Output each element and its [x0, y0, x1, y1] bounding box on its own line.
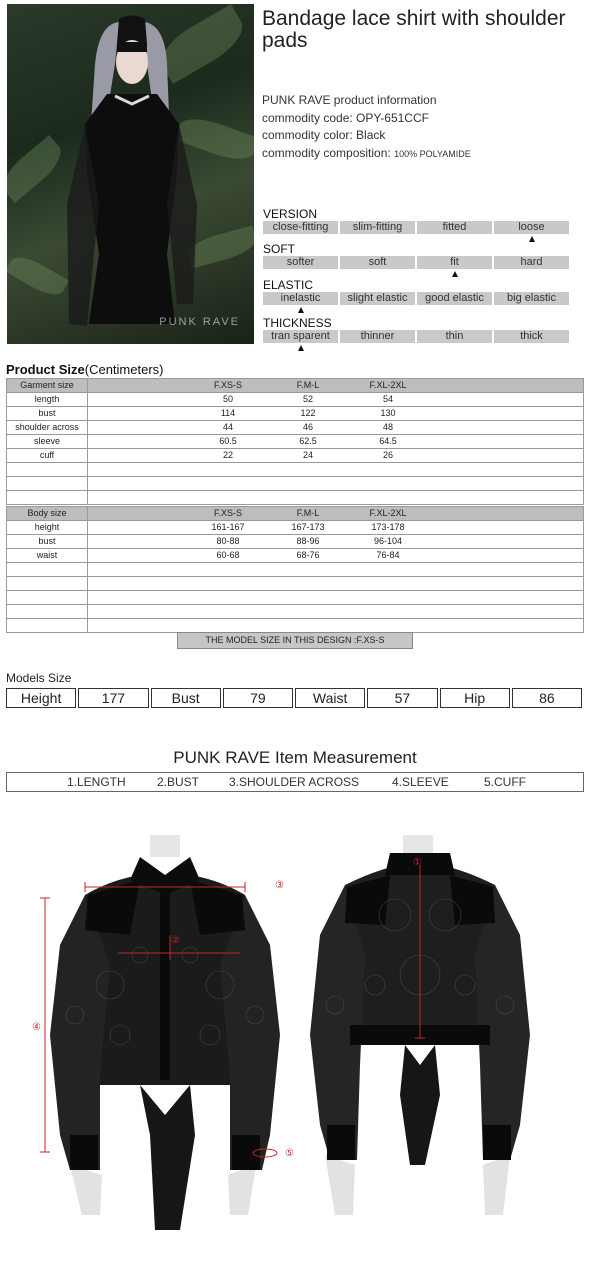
row-label: shoulder across — [7, 421, 88, 435]
measurement-item: 3.SHOULDER ACROSS — [229, 775, 360, 789]
table-header-sizes — [88, 379, 584, 393]
product-title: Bandage lace shirt with shoulder pads — [262, 7, 566, 52]
model-size-note: THE MODEL SIZE IN THIS DESIGN :F.XS-S — [177, 632, 413, 649]
measurement-title: PUNK RAVE Item Measurement — [173, 748, 417, 767]
table-row — [7, 407, 584, 421]
attr-option: hard — [494, 256, 569, 269]
measurement-legend — [6, 772, 584, 792]
row-value: 88-96 — [296, 536, 320, 546]
empty-row — [7, 491, 584, 505]
empty-row — [7, 605, 584, 619]
row-label: waist — [7, 549, 88, 563]
row-value: 26 — [382, 450, 393, 460]
attr-option: fit — [417, 256, 492, 269]
attr-option: good elastic — [417, 292, 492, 305]
photo-watermark: PUNK RAVE — [159, 316, 240, 328]
attr-option: big elastic — [494, 292, 569, 305]
attr-selected-marker — [298, 307, 304, 313]
attr-option: thick — [494, 330, 569, 343]
size-column-header: F.M-L — [296, 380, 320, 390]
row-value: 96-104 — [373, 536, 403, 546]
table-row — [7, 521, 584, 535]
row-value: 76-84 — [376, 550, 400, 560]
commodity-composition: commodity composition: 100% POLYAMIDE — [262, 145, 471, 160]
attr-option: thinner — [340, 330, 415, 343]
commodity-color: commodity color: Black — [262, 128, 386, 142]
table-row — [7, 435, 584, 449]
attr-label-0: VERSION — [263, 207, 318, 221]
attr-option: close-fitting — [263, 221, 338, 234]
model-measure-value: 86 — [512, 688, 582, 708]
front-garment-illustration — [30, 835, 300, 1230]
marker-shoulder: ③ — [275, 880, 284, 891]
row-value: 167-173 — [291, 522, 325, 532]
row-label: height — [7, 521, 88, 535]
model-measure-value: 57 — [367, 688, 437, 708]
row-value: 161-167 — [211, 522, 245, 532]
attr-selected-marker — [298, 345, 304, 351]
table-row — [7, 393, 584, 407]
row-value: 44 — [222, 422, 233, 432]
measurement-item: 4.SLEEVE — [392, 775, 449, 789]
empty-row — [7, 563, 584, 577]
row-value: 114 — [220, 408, 236, 418]
model-figure — [7, 4, 254, 344]
attr-option: softer — [263, 256, 338, 269]
attr-selected-marker — [452, 271, 458, 277]
table-row — [7, 449, 584, 463]
attr-label-3: THICKNESS — [263, 316, 332, 330]
row-value: 52 — [302, 394, 313, 404]
row-value: 68-76 — [296, 550, 320, 560]
size-column-header: F.XS-S — [213, 380, 242, 390]
marker-cuff: ⑤ — [285, 1148, 294, 1159]
commodity-code: commodity code: OPY-651CCF — [262, 110, 429, 125]
row-value: 60.5 — [219, 436, 237, 446]
table-row — [7, 549, 584, 563]
attr-option: slight elastic — [340, 292, 415, 305]
size-column-header: F.XL-2XL — [369, 508, 407, 518]
composition-value: 100% POLYAMIDE — [394, 148, 471, 159]
size-column-header: F.M-L — [296, 508, 320, 518]
models-size-row — [6, 688, 584, 708]
brand-line: PUNK RAVE product information — [262, 93, 437, 107]
row-value: 48 — [382, 422, 393, 432]
marker-length: ① — [413, 857, 422, 868]
table-header-sizes — [88, 507, 584, 521]
row-value: 50 — [222, 394, 233, 404]
row-label: cuff — [7, 449, 88, 463]
row-value: 122 — [300, 408, 316, 418]
body-size-table — [6, 506, 584, 633]
row-value: 173-178 — [371, 522, 405, 532]
row-label: bust — [7, 407, 88, 421]
row-label: bust — [7, 535, 88, 549]
attr-option: tran sparent — [263, 330, 338, 343]
product-size-title: Product Size(Centimeters) — [6, 362, 164, 377]
product-info — [262, 92, 471, 163]
row-value: 54 — [382, 394, 393, 404]
table-row — [7, 421, 584, 435]
empty-row — [7, 619, 584, 633]
measurement-item: 2.BUST — [157, 775, 200, 789]
row-value: 24 — [302, 450, 313, 460]
attr-selected-marker — [529, 236, 535, 242]
empty-row — [7, 577, 584, 591]
table-header-label: Body size — [7, 507, 88, 521]
empty-row — [7, 591, 584, 605]
attr-scale-2 — [263, 292, 569, 305]
size-column-header: F.XS-S — [213, 508, 242, 518]
model-measure-label: Height — [6, 688, 76, 708]
models-size-label: Models Size — [6, 671, 72, 685]
table-header-label: Garment size — [7, 379, 88, 393]
attr-label-1: SOFT — [263, 242, 295, 256]
attr-option: fitted — [417, 221, 492, 234]
marker-bust: ② — [171, 935, 180, 946]
attr-option: inelastic — [263, 292, 338, 305]
measurement-item: 5.CUFF — [484, 775, 526, 789]
back-garment-illustration — [305, 835, 545, 1230]
empty-row — [7, 477, 584, 491]
size-column-header: F.XL-2XL — [369, 380, 407, 390]
garment-size-table — [6, 378, 584, 505]
table-row — [7, 535, 584, 549]
model-measure-label: Hip — [440, 688, 510, 708]
model-photo — [7, 4, 254, 344]
row-value: 60-68 — [216, 550, 240, 560]
row-value: 80-88 — [216, 536, 240, 546]
marker-sleeve: ④ — [32, 1022, 41, 1033]
attr-scale-0 — [263, 221, 569, 234]
row-value: 64.5 — [379, 436, 397, 446]
row-value: 22 — [222, 450, 233, 460]
model-measure-label: Bust — [151, 688, 221, 708]
row-value: 130 — [380, 408, 396, 418]
empty-row — [7, 463, 584, 477]
model-measure-value: 79 — [223, 688, 293, 708]
row-value: 62.5 — [299, 436, 317, 446]
attr-label-2: ELASTIC — [263, 278, 314, 292]
model-measure-value: 177 — [78, 688, 148, 708]
attr-option: loose — [494, 221, 569, 234]
attr-option: soft — [340, 256, 415, 269]
measurement-item: 1.LENGTH — [67, 775, 126, 789]
model-measure-label: Waist — [295, 688, 365, 708]
row-value: 46 — [302, 422, 313, 432]
attr-option: slim-fitting — [340, 221, 415, 234]
attr-scale-1 — [263, 256, 569, 269]
attr-option: thin — [417, 330, 492, 343]
row-label: length — [7, 393, 88, 407]
attr-scale-3 — [263, 330, 569, 343]
row-label: sleeve — [7, 435, 88, 449]
